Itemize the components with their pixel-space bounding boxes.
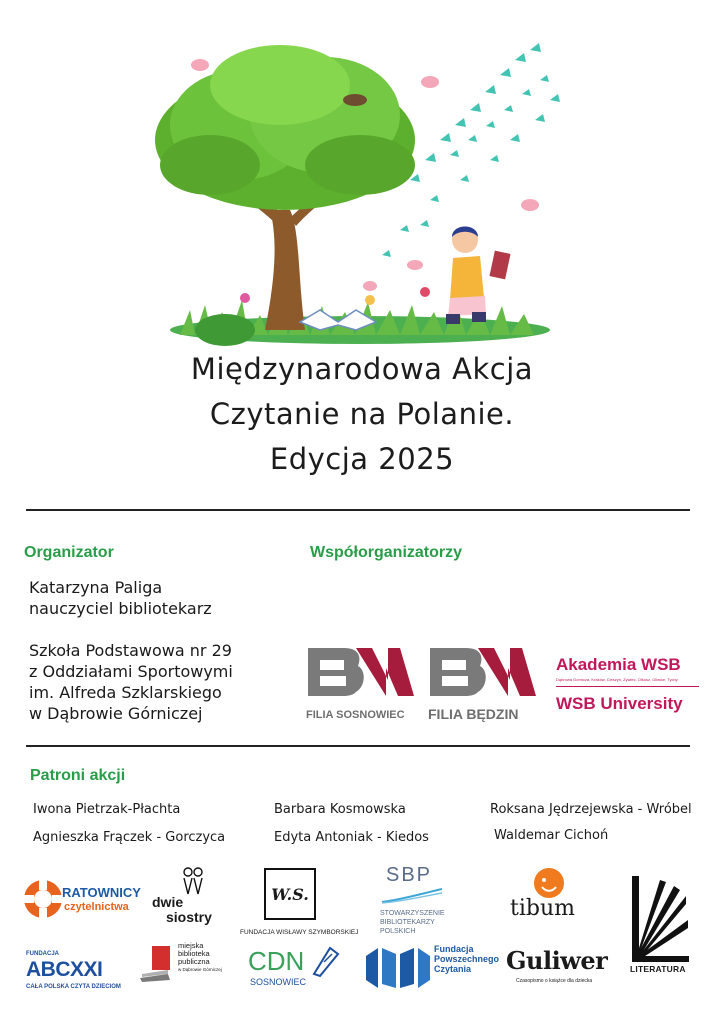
lifebuoy-icon [22, 878, 64, 920]
bw-sosnowiec-caption: FILIA SOSNOWIEC [306, 709, 405, 721]
literatura-logo [630, 876, 692, 980]
bw-bedzin-logo [428, 646, 538, 708]
title-line-1: Międzynarodowa Akcja [190, 352, 534, 386]
patron-name: Iwona Pietrzak-Płachta [33, 802, 181, 817]
sbp-swoosh-icon [380, 888, 444, 904]
patron-name: Waldemar Cichoń [494, 828, 609, 843]
cdn-sosnowiec-logo [246, 944, 346, 992]
literatura-wordmark: LITERATURA [630, 964, 686, 974]
sbp-mark: SBP [386, 864, 433, 886]
organizer-role: nauczyciel bibliotekarz [29, 599, 212, 618]
title-line-3: Edycja 2025 [269, 442, 455, 476]
abcxxi-top: FUNDACJA [26, 951, 59, 957]
tree-canopy [155, 45, 415, 210]
mbp-text [178, 942, 222, 974]
school-line-3: im. Alfreda Szklarskiego [29, 683, 222, 702]
guliwer-wordmark: Guliwer [506, 946, 608, 975]
mbp-dabrowa-logo [138, 942, 238, 988]
organizer-heading: Organizator [24, 544, 114, 561]
tree-trunk [265, 210, 305, 330]
ws-frame [264, 868, 316, 920]
hero-illustration [150, 30, 580, 350]
dwie-siostry-logo [148, 866, 218, 926]
pen-nib-icon [310, 944, 342, 978]
wsb-university-name: WSB University [556, 694, 683, 713]
patrons-heading: Patroni akcji [30, 767, 126, 784]
school-line-1: Szkoła Podstawowa nr 29 [29, 641, 232, 660]
dwie-siostry-line-2: siostry [166, 909, 212, 925]
mbp-line-3: publiczna [178, 957, 210, 966]
fpc-book-icon [364, 946, 432, 990]
divider-top [26, 509, 690, 511]
school-line-4: w Dąbrowie Górniczej [29, 704, 203, 723]
tibum-face-icon [532, 866, 566, 900]
sbp-line-3: POLSKICH [380, 928, 416, 935]
abcxxi-bottom: CAŁA POLSKA CZYTA DZIECIOM [26, 984, 121, 990]
fpc-text [434, 944, 499, 974]
fpc-logo [364, 942, 500, 992]
fpc-line-2: Powszechnego [434, 954, 500, 964]
fundacja-szymborskiej-logo [238, 866, 359, 942]
title-line-2: Czytanie na Polanie. [209, 397, 515, 431]
bw-bedzin-caption: FILIA BĘDZIN [428, 706, 519, 722]
guliwer-logo [504, 944, 608, 992]
organizer-name: Katarzyna Paliga [29, 578, 163, 597]
sbp-line-2: BIBLIOTEKARZY [380, 919, 435, 926]
ws-monogram: W.S. [271, 885, 309, 904]
abcxxi-logo [24, 948, 134, 994]
cdn-sub: SOSNOWIEC [250, 977, 307, 987]
sbp-logo [374, 864, 464, 944]
cdn-mark: CDN [248, 946, 305, 976]
mbp-line-1: miejska [178, 941, 204, 950]
wsb-divider [556, 686, 699, 687]
mbp-line-2: biblioteka [178, 949, 210, 958]
sisters-drawing-icon [180, 866, 206, 896]
patron-name: Roksana Jędrzejewska - Wróbel [490, 802, 692, 817]
mbp-line-4: w Dąbrowie Górniczej [178, 967, 222, 972]
abcxxi-mark: ABCXXI [26, 958, 103, 981]
ws-caption: FUNDACJA WISŁAWY SZYMBORSKIEJ [240, 929, 359, 936]
dwie-siostry-line-1: dwie [152, 894, 184, 910]
nest [343, 94, 367, 106]
patron-name: Barbara Kosmowska [274, 802, 406, 817]
divider-bottom [26, 745, 690, 747]
literatura-rays-icon [630, 876, 690, 962]
patron-name: Agnieszka Frączek - Gorczyca [33, 830, 226, 845]
ratownicy-subtitle: czytelnictwa [64, 901, 129, 913]
ratownicy-title: RATOWNICY [62, 885, 141, 900]
tibum-logo [504, 866, 594, 926]
fpc-line-3: Czytania [434, 964, 472, 974]
guliwer-sub: Czasopismo o książce dla dziecka [516, 978, 593, 984]
akademia-wsb-cities: Dąbrowa Górnicza, Kraków, Cieszyn, Żywiec, Olkusz, Gliwice, Tychy [556, 677, 678, 682]
organizer-block [29, 577, 233, 724]
mbp-book-icon [138, 944, 174, 982]
patron-name: Edyta Antoniak - Kiedos [274, 830, 429, 845]
bw-sosnowiec-logo [306, 646, 416, 708]
akademia-wsb-name: Akademia WSB [556, 655, 681, 674]
bush [195, 314, 255, 346]
coorganizers-heading: Współorganizatorzy [310, 544, 463, 561]
fpc-line-1: Fundacja [434, 944, 474, 954]
tibum-wordmark: tibum [510, 896, 575, 921]
sbp-line-1: STOWARZYSZENIE [380, 910, 445, 917]
ratownicy-logo [22, 876, 141, 924]
school-line-2: z Oddziałami Sportowymi [29, 662, 233, 681]
